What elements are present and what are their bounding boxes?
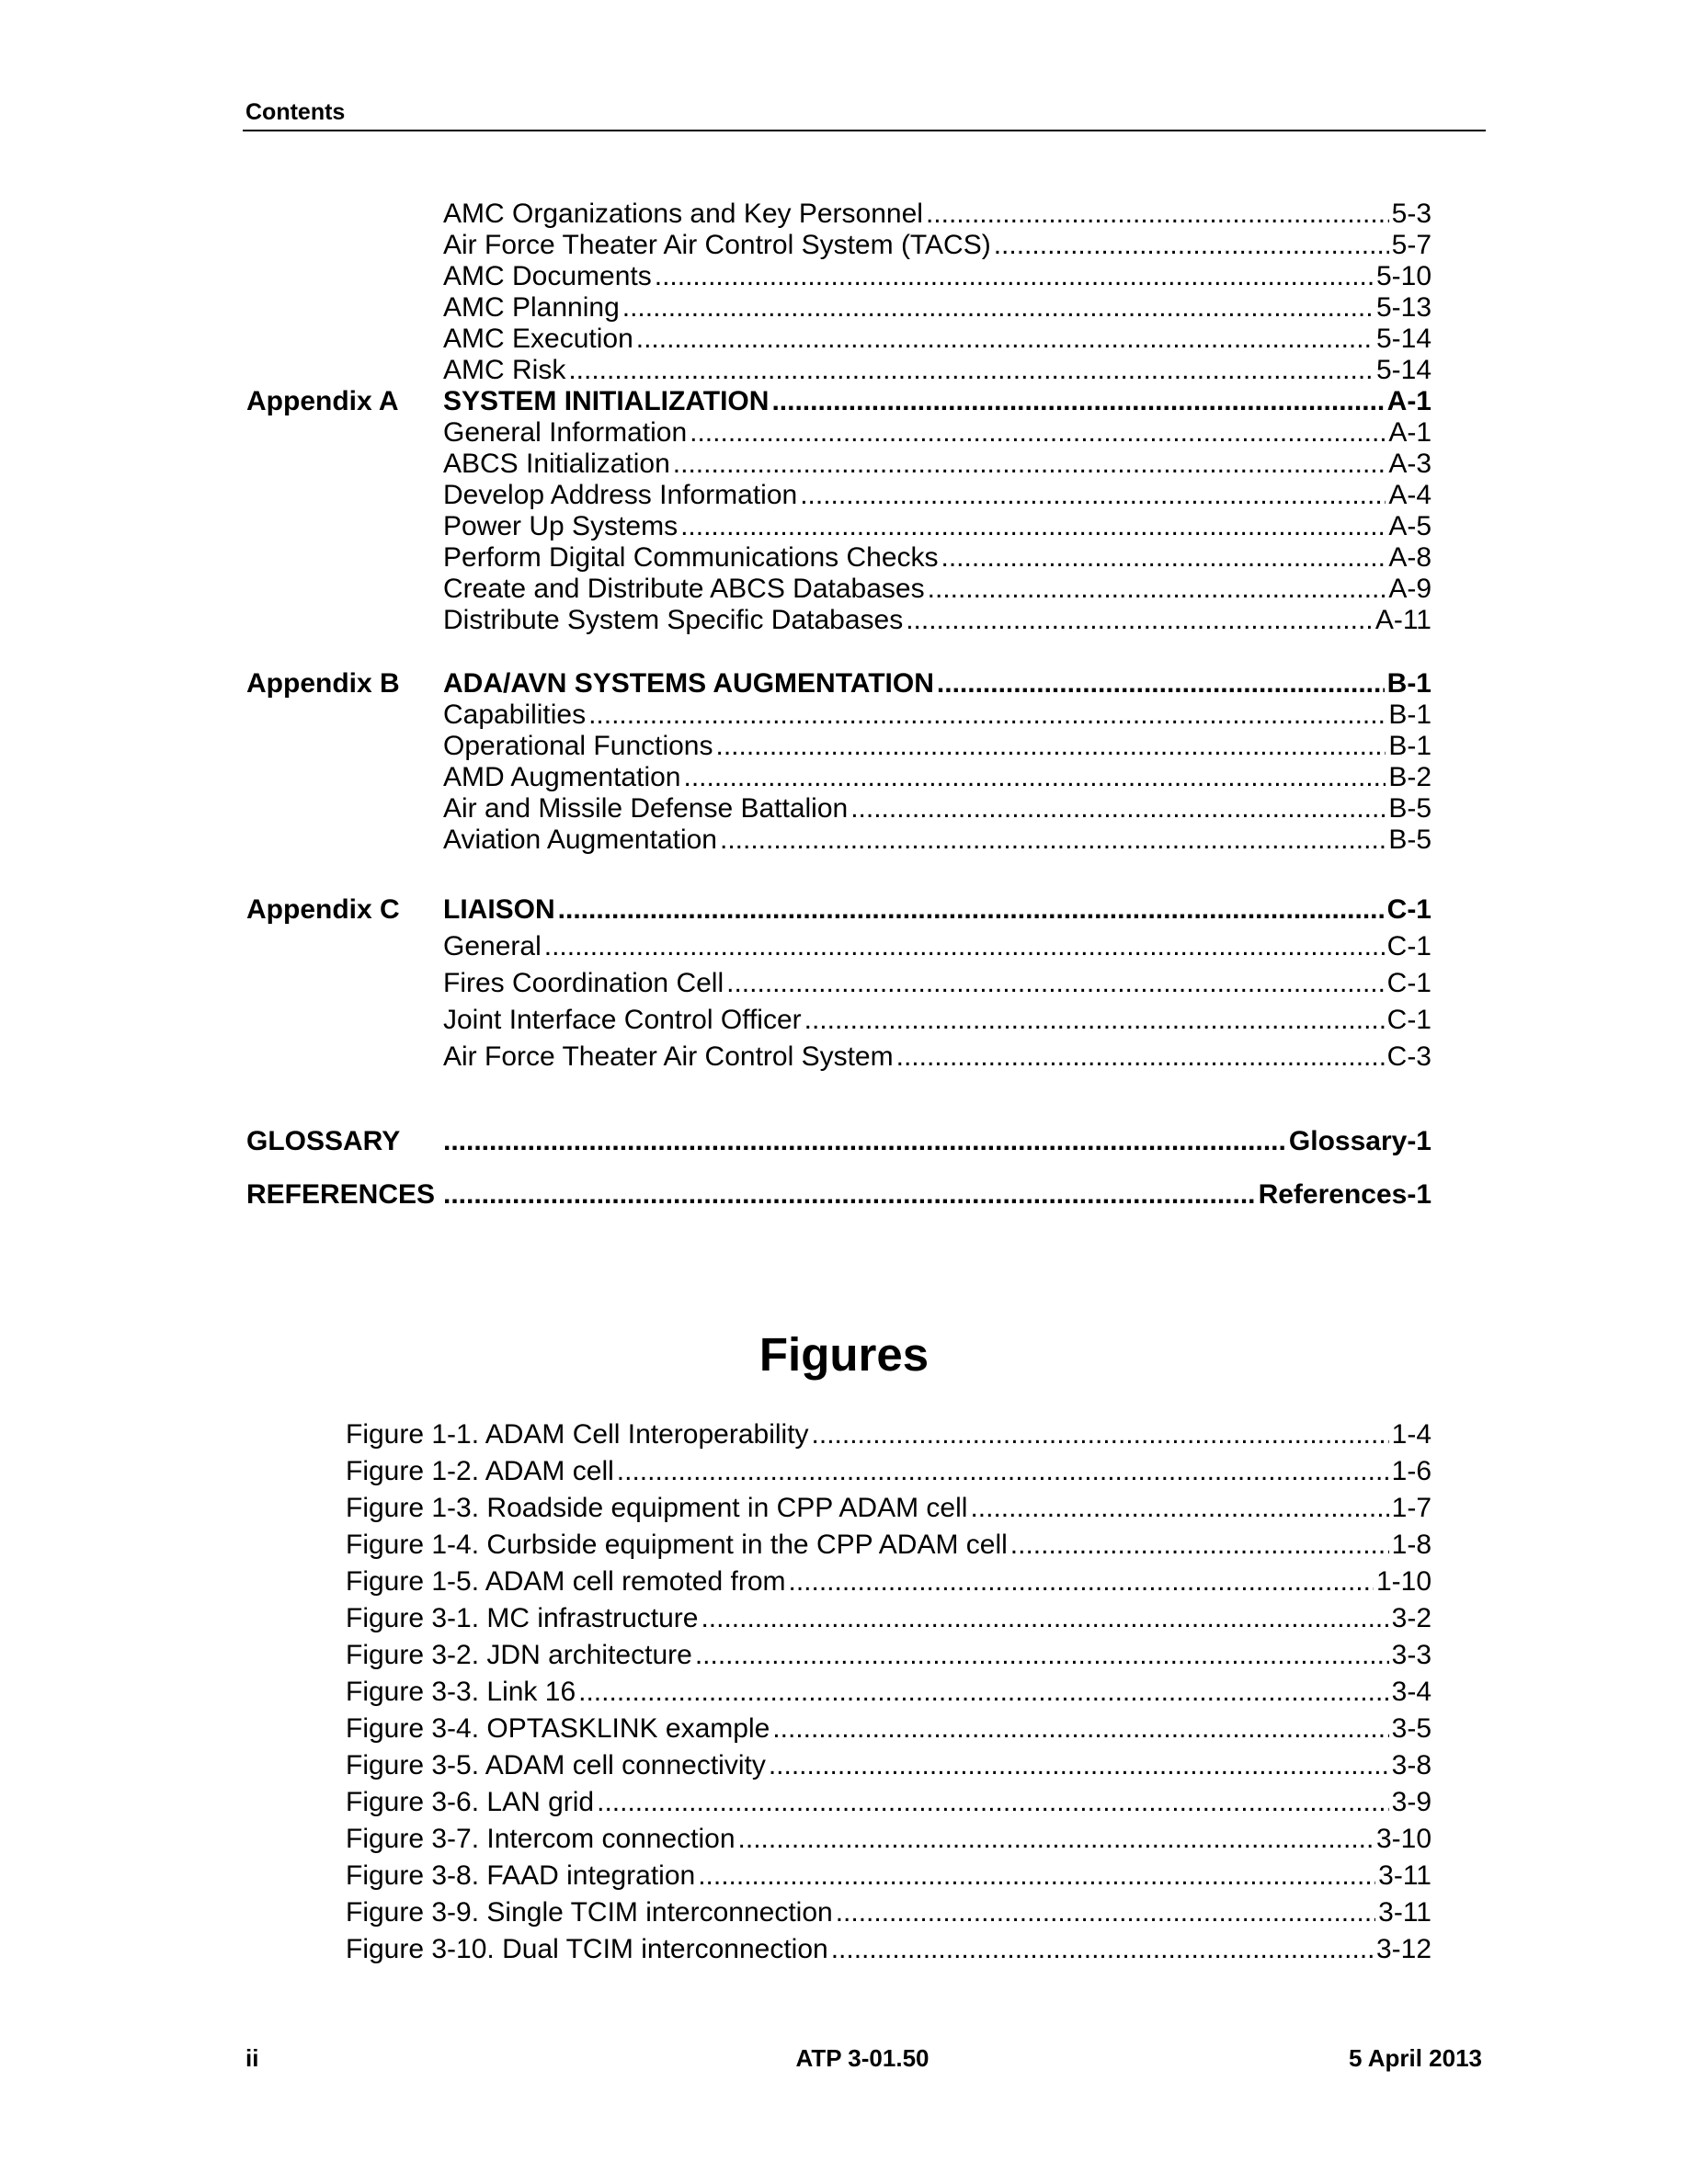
- figure-page: 1-4: [1391, 1419, 1431, 1450]
- dot-leader: [831, 1933, 1374, 1966]
- toc-entry[interactable]: [0, 573, 1688, 606]
- figure-page: 3-8: [1391, 1750, 1431, 1780]
- dot-leader: [578, 1676, 1389, 1709]
- figure-entry[interactable]: [0, 1823, 1688, 1856]
- toc-entry[interactable]: [0, 291, 1688, 324]
- figure-entry[interactable]: [0, 1749, 1688, 1782]
- figure-page: 3-2: [1391, 1603, 1431, 1633]
- dot-leader: [926, 198, 1389, 231]
- figure-page: 1-10: [1375, 1566, 1431, 1597]
- appendix-title: ADA/AVN SYSTEMS AUGMENTATION: [443, 668, 934, 699]
- figure-page: 3-12: [1375, 1934, 1431, 1964]
- toc-entry-page: C-3: [1386, 1041, 1431, 1072]
- toc-appendix-a[interactable]: [0, 385, 1688, 418]
- toc-entry-title: Create and Distribute ABCS Databases: [443, 574, 925, 604]
- footer-date: 5 April 2013: [1348, 2044, 1482, 2072]
- toc-entry-page: B-5: [1388, 793, 1431, 824]
- appendix-label: Appendix A: [246, 386, 399, 416]
- toc-entry-page: B-5: [1388, 825, 1431, 855]
- dot-leader: [673, 448, 1386, 481]
- toc-entry-page: A-1: [1388, 417, 1431, 448]
- figure-page: 1-6: [1391, 1456, 1431, 1486]
- dot-leader: [544, 930, 1385, 963]
- toc-entry-page: A-5: [1388, 511, 1431, 541]
- header-rule: [243, 130, 1486, 131]
- toc-entry[interactable]: [0, 510, 1688, 543]
- toc-entry-page: C-1: [1386, 931, 1431, 961]
- figure-entry[interactable]: [0, 1676, 1688, 1709]
- figure-page: 3-5: [1391, 1713, 1431, 1744]
- figure-page: 3-4: [1391, 1677, 1431, 1707]
- appendix-page: B-1: [1386, 668, 1431, 699]
- figure-title: Figure 3-8. FAAD integration: [346, 1860, 696, 1891]
- dot-leader: [738, 1823, 1374, 1856]
- toc-references[interactable]: [0, 1178, 1688, 1211]
- appendix-page: A-1: [1386, 386, 1431, 416]
- dot-leader: [941, 541, 1386, 574]
- glossary-label: GLOSSARY: [246, 1126, 401, 1156]
- toc-entry-page: A-4: [1388, 480, 1431, 510]
- figure-title: Figure 3-9. Single TCIM interconnection: [346, 1897, 833, 1928]
- toc-entry-title: AMC Risk: [443, 355, 566, 385]
- toc-entry[interactable]: [0, 479, 1688, 512]
- toc-entry-title: General: [443, 931, 542, 961]
- toc-entry-title: Air and Missile Defense Battalion: [443, 793, 849, 824]
- toc-entry[interactable]: [0, 541, 1688, 574]
- toc-entry-page: A-3: [1388, 449, 1431, 479]
- toc-entry-title: Distribute System Specific Databases: [443, 605, 904, 635]
- toc-entry-page: 5-3: [1391, 199, 1431, 229]
- toc-entry-title: AMC Documents: [443, 261, 652, 291]
- toc-entry[interactable]: [0, 416, 1688, 449]
- figure-entry[interactable]: [0, 1492, 1688, 1525]
- dot-leader: [928, 573, 1386, 606]
- dot-leader: [906, 604, 1373, 637]
- dot-leader: [568, 354, 1374, 387]
- dot-leader: [701, 1602, 1388, 1635]
- appendix-label: Appendix B: [246, 668, 400, 699]
- running-head: Contents: [245, 99, 346, 125]
- toc-entry[interactable]: [0, 198, 1688, 231]
- appendix-title: LIAISON: [443, 894, 555, 925]
- references-label: REFERENCES: [246, 1179, 436, 1210]
- dot-leader: [558, 893, 1385, 927]
- figure-title: Figure 1-4. Curbside equipment in the CPP ADAM cell: [346, 1530, 1008, 1560]
- figure-entry[interactable]: [0, 1896, 1688, 1929]
- toc-entry[interactable]: [0, 930, 1688, 963]
- figure-title: Figure 3-6. LAN grid: [346, 1787, 595, 1817]
- dot-leader: [970, 1492, 1388, 1525]
- toc-entry-title: AMC Planning: [443, 292, 620, 323]
- figure-page: 3-10: [1375, 1824, 1431, 1854]
- dot-leader: [443, 1125, 1286, 1158]
- dot-leader: [617, 1455, 1389, 1488]
- appendix-title: SYSTEM INITIALIZATION: [443, 386, 770, 416]
- toc-entry[interactable]: [0, 1004, 1688, 1037]
- glossary-page: Glossary-1: [1288, 1126, 1431, 1156]
- figure-title: Figure 1-3. Roadside equipment in CPP ADAM cell: [346, 1493, 968, 1523]
- dot-leader: [443, 1178, 1256, 1211]
- dot-leader: [690, 416, 1386, 449]
- figure-page: 1-7: [1391, 1493, 1431, 1523]
- toc-entry[interactable]: [0, 604, 1688, 637]
- toc-entry-page: A-9: [1388, 574, 1431, 604]
- figure-title: Figure 3-2. JDN architecture: [346, 1640, 692, 1670]
- figure-entry[interactable]: [0, 1529, 1688, 1562]
- toc-entry-page: 5-7: [1391, 230, 1431, 260]
- toc-appendix-b[interactable]: [0, 667, 1688, 700]
- figure-title: Figure 3-7. Intercom connection: [346, 1824, 736, 1854]
- figure-entry[interactable]: [0, 1933, 1688, 1966]
- figure-title: Figure 3-1. MC infrastructure: [346, 1603, 699, 1633]
- figure-title: Figure 3-10. Dual TCIM interconnection: [346, 1934, 828, 1964]
- figure-title: Figure 1-1. ADAM Cell Interoperability: [346, 1419, 809, 1450]
- dot-leader: [800, 479, 1386, 512]
- toc-entry-title: Air Force Theater Air Control System: [443, 1041, 894, 1072]
- toc-entry-title: AMC Organizations and Key Personnel: [443, 199, 923, 229]
- toc-entry[interactable]: [0, 323, 1688, 356]
- toc-entry-page: B-1: [1388, 731, 1431, 761]
- dot-leader: [588, 699, 1386, 732]
- dot-leader: [636, 323, 1374, 356]
- toc-entry[interactable]: [0, 761, 1688, 794]
- figure-title: Figure 3-4. OPTASKLINK example: [346, 1713, 770, 1744]
- toc-entry-title: Air Force Theater Air Control System (TACS): [443, 230, 991, 260]
- dot-leader: [726, 967, 1385, 1000]
- toc-entry-title: Operational Functions: [443, 731, 713, 761]
- dot-leader: [695, 1639, 1389, 1672]
- figure-entry[interactable]: [0, 1565, 1688, 1598]
- toc-entry-title: AMC Execution: [443, 324, 633, 354]
- dot-leader: [683, 761, 1386, 794]
- dot-leader: [896, 1041, 1385, 1074]
- toc-entry-page: 5-10: [1375, 261, 1431, 291]
- footer-publication: ATP 3-01.50: [795, 2044, 930, 2072]
- toc-entry-page: A-11: [1374, 605, 1431, 635]
- figure-entry[interactable]: [0, 1639, 1688, 1672]
- figure-page: 3-11: [1378, 1860, 1431, 1891]
- toc-entry-page: C-1: [1386, 968, 1431, 998]
- dot-leader: [812, 1418, 1389, 1451]
- toc-entry-page: B-2: [1388, 762, 1431, 792]
- dot-leader: [789, 1565, 1374, 1598]
- toc-entry-title: ABCS Initialization: [443, 449, 670, 479]
- dot-leader: [698, 1860, 1375, 1893]
- references-page: References-1: [1258, 1179, 1431, 1210]
- dot-leader: [680, 510, 1386, 543]
- toc-entry-title: AMD Augmentation: [443, 762, 681, 792]
- dot-leader: [622, 291, 1374, 324]
- toc-entry[interactable]: [0, 730, 1688, 763]
- toc-entry-page: 5-13: [1375, 292, 1431, 323]
- toc-entry[interactable]: [0, 448, 1688, 481]
- toc-entry[interactable]: [0, 824, 1688, 857]
- toc-entry[interactable]: [0, 792, 1688, 825]
- figure-entry[interactable]: [0, 1455, 1688, 1488]
- toc-entry[interactable]: [0, 1041, 1688, 1074]
- toc-entry-title: Capabilities: [443, 700, 587, 730]
- toc-entry-title: Develop Address Information: [443, 480, 798, 510]
- toc-entry-title: Joint Interface Control Officer: [443, 1005, 802, 1035]
- toc-glossary[interactable]: [0, 1125, 1688, 1158]
- toc-entry-title: Perform Digital Communications Checks: [443, 542, 939, 573]
- toc-appendix-c[interactable]: [0, 893, 1688, 927]
- dot-leader: [836, 1896, 1375, 1929]
- figure-entry[interactable]: [0, 1860, 1688, 1893]
- dot-leader: [771, 385, 1384, 418]
- dot-leader: [804, 1004, 1385, 1037]
- dot-leader: [772, 1712, 1388, 1746]
- dot-leader: [720, 824, 1386, 857]
- toc-entry[interactable]: [0, 699, 1688, 732]
- toc-entry-page: C-1: [1386, 1005, 1431, 1035]
- toc-entry-title: Power Up Systems: [443, 511, 679, 541]
- toc-entry-page: 5-14: [1375, 355, 1431, 385]
- toc-entry[interactable]: [0, 260, 1688, 293]
- appendix-page: C-1: [1386, 894, 1431, 925]
- figure-entry[interactable]: [0, 1602, 1688, 1635]
- toc-entry[interactable]: [0, 967, 1688, 1000]
- figure-title: Figure 3-3. Link 16: [346, 1677, 576, 1707]
- figure-page: 3-11: [1378, 1897, 1431, 1928]
- dot-leader: [597, 1786, 1389, 1819]
- toc-entry-page: 5-14: [1375, 324, 1431, 354]
- toc-entry-page: B-1: [1388, 700, 1431, 730]
- toc-entry-title: General Information: [443, 417, 688, 448]
- figure-entry[interactable]: [0, 1418, 1688, 1451]
- dot-leader: [850, 792, 1386, 825]
- figure-entry[interactable]: [0, 1786, 1688, 1819]
- footer-page-number: ii: [245, 2044, 259, 2072]
- figure-title: Figure 1-5. ADAM cell remoted from: [346, 1566, 786, 1597]
- toc-entry[interactable]: [0, 354, 1688, 387]
- appendix-label: Appendix C: [246, 894, 400, 925]
- figure-entry[interactable]: [0, 1712, 1688, 1746]
- dot-leader: [937, 667, 1385, 700]
- figure-title: Figure 1-2. ADAM cell: [346, 1456, 614, 1486]
- dot-leader: [1010, 1529, 1389, 1562]
- toc-entry[interactable]: [0, 229, 1688, 262]
- dot-leader: [716, 730, 1386, 763]
- figures-heading: Figures: [758, 1328, 930, 1381]
- figure-page: 3-9: [1391, 1787, 1431, 1817]
- toc-entry-page: A-8: [1388, 542, 1431, 573]
- toc-entry-title: Fires Coordination Cell: [443, 968, 724, 998]
- figure-page: 1-8: [1391, 1530, 1431, 1560]
- dot-leader: [655, 260, 1374, 293]
- toc-entry-title: Aviation Augmentation: [443, 825, 717, 855]
- dot-leader: [769, 1749, 1389, 1782]
- figure-page: 3-3: [1391, 1640, 1431, 1670]
- figure-title: Figure 3-5. ADAM cell connectivity: [346, 1750, 766, 1780]
- dot-leader: [994, 229, 1389, 262]
